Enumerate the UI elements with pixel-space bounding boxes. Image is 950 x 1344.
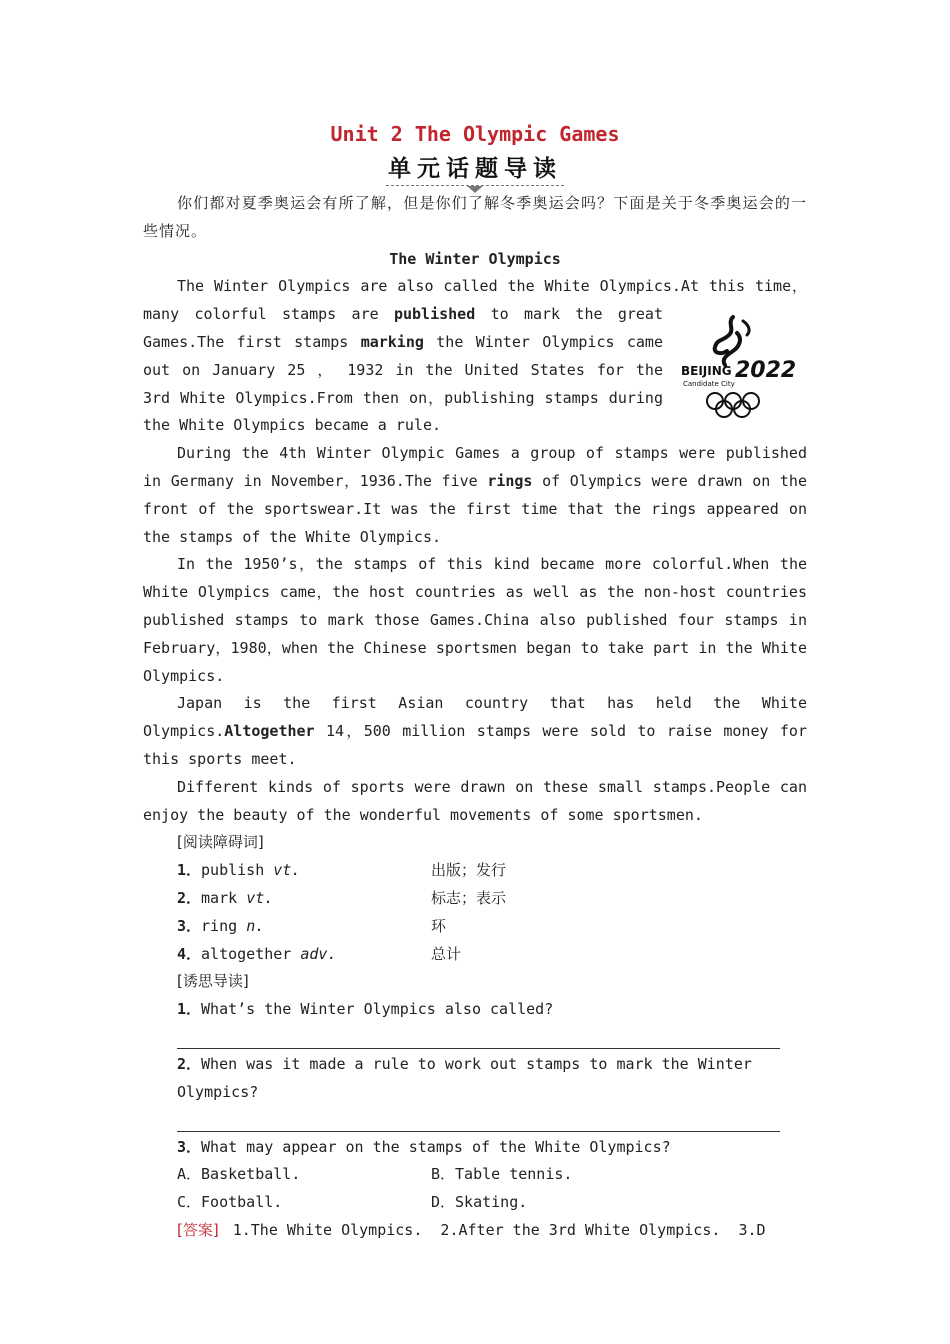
vocab-item: 4．altogether adv. 总计 <box>177 944 462 963</box>
question-2: 2．When was it made a rule to work out stamps to mark the Winter Olympics? <box>177 1054 752 1101</box>
question-1: 1．What’s the Winter Olympics also called? <box>177 1000 554 1019</box>
option-a[interactable]: A．Basketball. <box>177 1165 301 1184</box>
keyword-published: published <box>393 305 476 324</box>
paragraph-2: During the 4th Winter Olympic Games a group of stamps were published in Germany in November，1936.The five rings of Olympics were drawn on the front of the sportswear.It was the first time that the rings appeared on the stamps of the White Olympics. <box>143 444 807 546</box>
paragraph-5: Different kinds of sports were drawn on these small stamps.People can enjoy the beauty of the wonderful movements of some sportsmen. <box>143 777 807 824</box>
section-heading <box>143 150 807 190</box>
vocab-item: 1．publish vt. 出版；发行 <box>177 861 507 880</box>
unit-title: Unit 2 The Olympic Games <box>330 122 620 146</box>
beijing-2022-logo <box>677 309 807 421</box>
vocab-item: 3．ring n. 环 <box>177 916 447 935</box>
svg-text:2022: 2022 <box>735 358 797 384</box>
keyword-rings: rings <box>487 471 533 490</box>
question-3: 3．What may appear on the stamps of the White Olympics? <box>177 1137 671 1156</box>
questions-header: [诱思导读] <box>177 972 249 991</box>
article-title: The Winter Olympics <box>389 249 561 268</box>
svg-text:Candidate City: Candidate City <box>683 380 735 389</box>
answer-key <box>143 1217 807 1245</box>
keyword-marking: marking <box>360 332 424 351</box>
answer-line-2[interactable] <box>177 1107 780 1132</box>
answer-line-1[interactable] <box>177 1024 780 1049</box>
intro-paragraph: 你们都对夏季奥运会有所了解，但是你们了解冬季奥运会吗？下面是关于冬季奥运会的一些情况。 <box>143 194 807 240</box>
section-arrow-icon <box>467 186 483 193</box>
paragraph-4: Japan is the first Asian country that has held the White Olympics.Altogether 14，500 million stamps were sold to raise money for this sports meet. <box>143 694 807 768</box>
answer-tag: [答案] <box>177 1220 219 1239</box>
option-d[interactable]: D．Skating. <box>431 1193 528 1212</box>
paragraph-1: The Winter Olympics are also called the White Olympics.At this time，many colorful stamps are published BEIJING 2022 Candidate City to mark the great Games.The first stamps marking the Winter Olympics came out on January 25 ， 1932 in the United States for the 3rd White Olympics.From then on，publishing stamps during the White Olympics became a rule. <box>143 277 807 435</box>
document-page <box>143 118 807 1245</box>
section-heading-text: 单元话题导读 <box>386 150 564 186</box>
vocab-header: [阅读障碍词] <box>177 833 264 852</box>
options-row-2 <box>143 1189 807 1217</box>
keyword-altogether: Altogether <box>224 722 315 741</box>
option-c[interactable]: C．Football. <box>177 1193 283 1212</box>
option-b[interactable]: B．Table tennis. <box>431 1165 573 1184</box>
paragraph-3: In the 1950’s，the stamps of this kind became more colorful.When the White Olympics came，the host countries as well as the non-host countries published stamps to mark those Games.China also published four stamps in February，1980，when the Chinese sportsmen began to take part in the White Olympics. <box>143 555 807 685</box>
svg-text:BEIJING: BEIJING <box>681 364 732 379</box>
vocab-item: 2．mark vt. 标志；表示 <box>177 888 507 907</box>
options-row-1 <box>143 1161 807 1189</box>
answer-text: 1.The White Olympics. 2.After the 3rd White Olympics. 3.D <box>232 1220 766 1239</box>
